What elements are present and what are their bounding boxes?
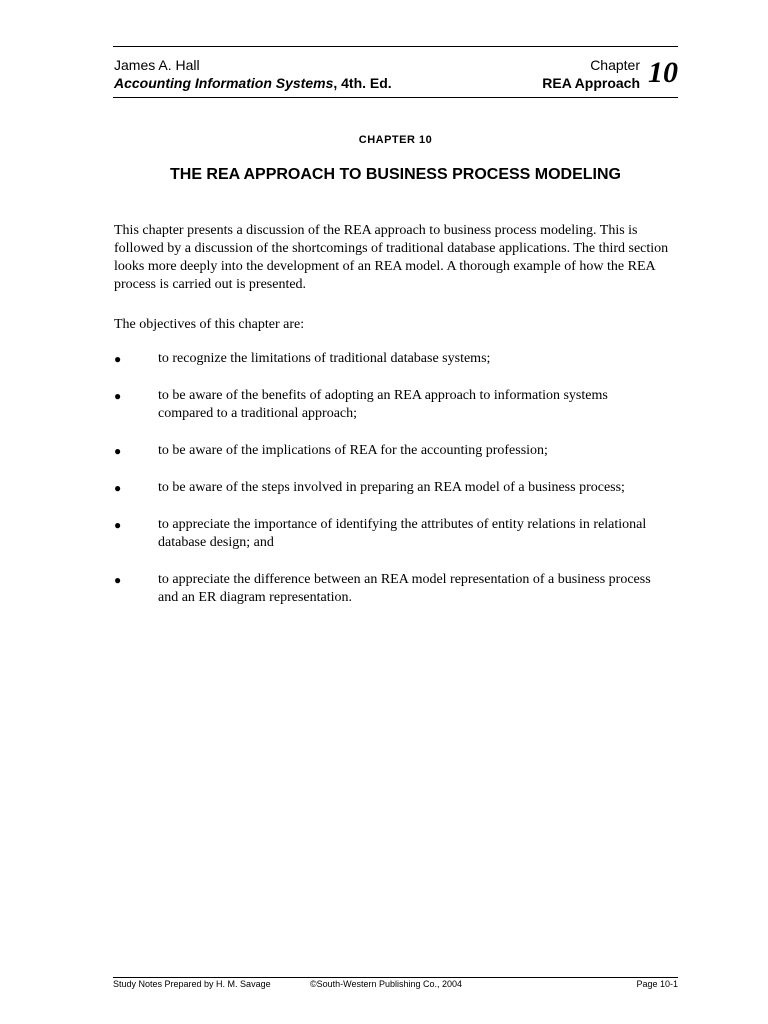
chapter-number: 10: [648, 56, 678, 89]
bullet-icon: ●: [114, 352, 122, 366]
list-item: [114, 516, 654, 552]
footer-publisher: ©South-Western Publishing Co., 2004: [310, 979, 463, 989]
chapter-word: Chapter: [590, 57, 640, 73]
list-item: [114, 479, 654, 497]
edition: , 4th. Ed.: [333, 75, 392, 91]
footer-prepared-by: Study Notes Prepared by H. M. Savage: [113, 979, 271, 989]
list-item: [114, 387, 654, 423]
list-item: [114, 571, 654, 607]
list-item: [114, 350, 654, 368]
bullet-icon: ●: [114, 481, 122, 495]
page-footer: [113, 979, 678, 990]
running-header-right: [542, 56, 678, 92]
objective-text: to recognize the limitations of traditional database systems;: [158, 351, 491, 366]
chapter-label: CHAPTER 10: [358, 134, 433, 146]
chapter-labels: [542, 56, 640, 92]
bullet-icon: ●: [114, 573, 122, 587]
header-top-rule: [113, 46, 678, 47]
running-header-left: [114, 56, 392, 92]
bullet-icon: ●: [114, 444, 122, 458]
chapter-subtitle: REA Approach: [542, 75, 640, 91]
intro-paragraph: This chapter presents a discussion of the REA approach to business process modeling. This is followed by a discussion of the shortcomings of traditional database applications. The third section looks more deeply into the development of an REA model. A thorough example of how the REA process is carried out is presented.: [114, 223, 669, 292]
bullet-icon: ●: [114, 518, 122, 532]
objective-text: to be aware of the implications of REA for the accounting profession;: [158, 443, 548, 458]
objective-text: to be aware of the benefits of adopting an REA approach to information systems compared to a traditional approach;: [158, 388, 608, 421]
author-name: James A. Hall: [114, 57, 200, 73]
objective-text: to appreciate the importance of identifying the attributes of entity relations in relational database design; and: [158, 517, 647, 550]
footer-rule: [113, 977, 678, 978]
page-number: Page 10-1: [636, 979, 678, 989]
book-title: Accounting Information Systems: [114, 75, 334, 91]
objective-text: to appreciate the difference between an REA model representation of a business process and an ER diagram representation.: [158, 572, 651, 605]
objective-text: to be aware of the steps involved in preparing an REA model of a business process;: [158, 480, 625, 495]
header-bottom-rule: [113, 97, 678, 98]
bullet-icon: ●: [114, 389, 122, 403]
objectives-list: [114, 350, 654, 626]
objectives-lead: The objectives of this chapter are:: [114, 317, 305, 332]
book-title-line: [114, 74, 392, 92]
list-item: [114, 442, 654, 460]
page-title: THE REA APPROACH TO BUSINESS PROCESS MODELING: [169, 166, 621, 183]
